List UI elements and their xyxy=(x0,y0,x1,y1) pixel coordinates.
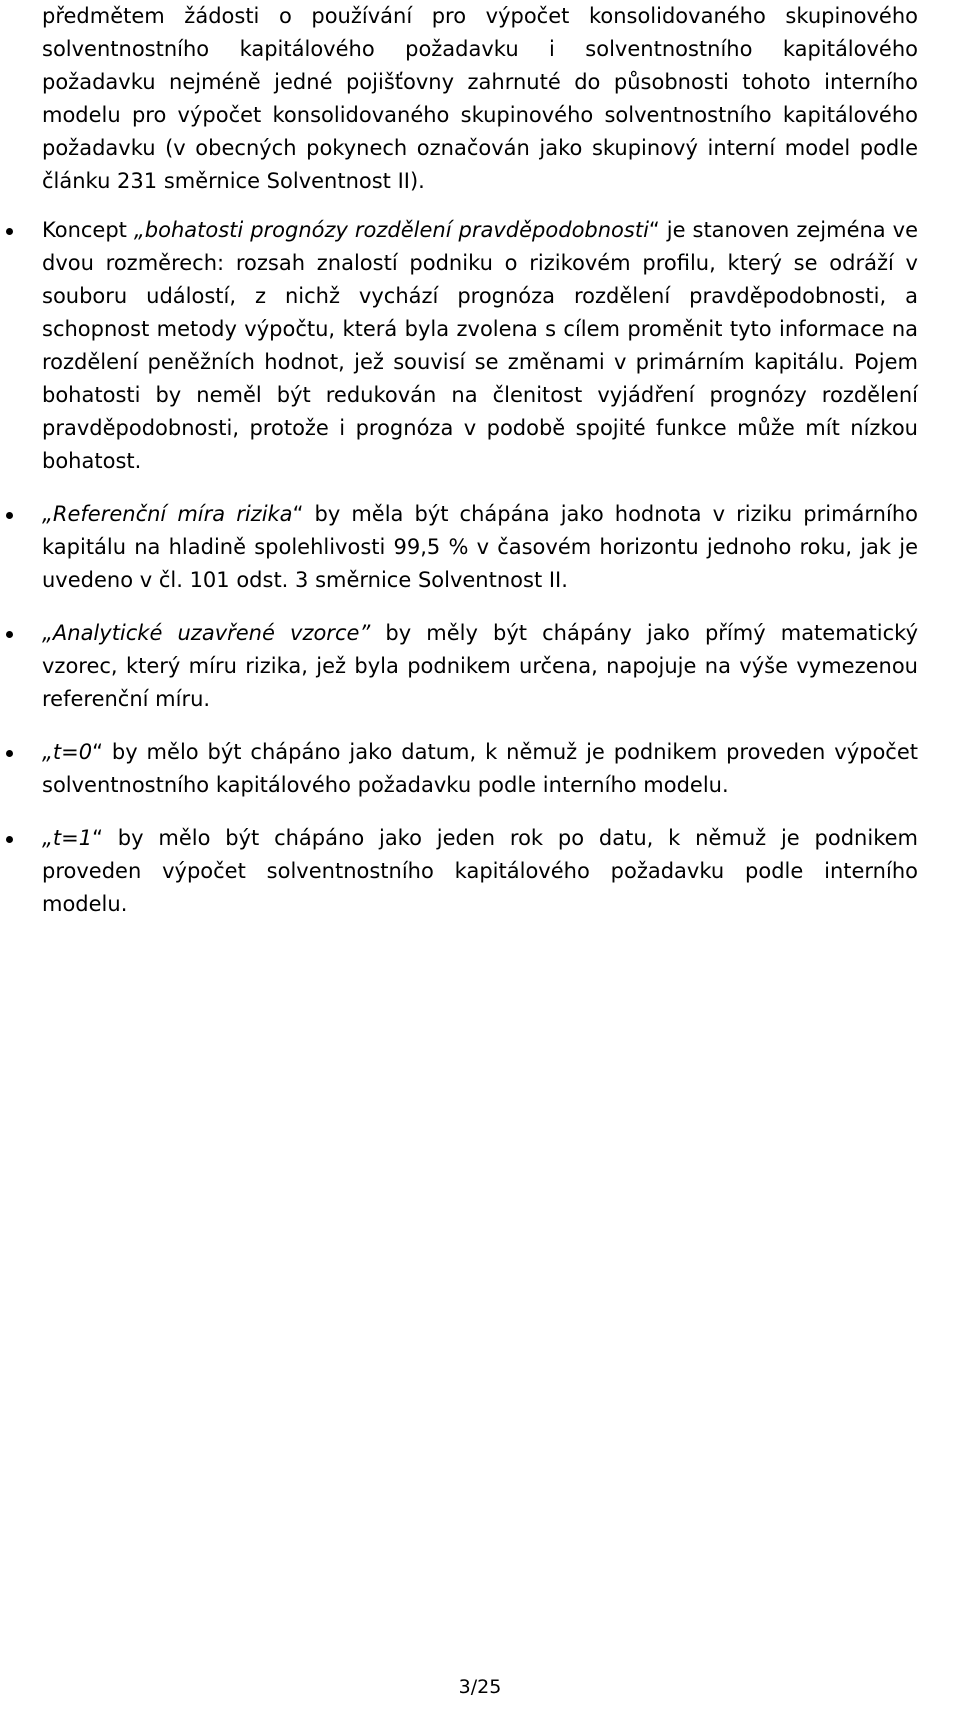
item-open-quote: „ xyxy=(42,740,53,764)
item-open-quote: „ xyxy=(42,502,53,526)
item-close-quote: “ xyxy=(92,740,103,764)
item-text: je stanoven zejména ve dvou rozměrech: rozsah znalostí podniku o rizikovém profilu, který se odráží v souboru událostí, z nichž vychází prognóza rozdělení pravděpodobnosti, a schopnost metody výpočtu, která byla zvolena s cílem proměnit tyto informace na rozdělení peněžních hodnot, jež souvisí se změnami v primárním kapitálu. Pojem bohatosti by neměl být redukován na členitost vyjádření prognózy rozdělení pravděpodobnosti, protože i prognóza v podobě spojité funkce může mít nízkou bohatost. xyxy=(42,218,918,473)
list-item xyxy=(42,822,918,921)
item-term: t=0 xyxy=(52,740,93,764)
page-number: 3/25 xyxy=(458,1676,502,1698)
item-text: by mělo být chápáno jako datum, k němuž je podnikem proveden výpočet solventnostního kapitálového požadavku podle interního modelu. xyxy=(42,740,918,797)
list-item xyxy=(42,736,918,802)
intro-paragraph: předmětem žádosti o používání pro výpočet konsolidovaného skupinového solventnostního kapitálového požadavku i solventnostního kapitálového požadavku nejméně jedné pojišťovny zahrnuté do působnosti tohoto interního modelu pro výpočet konsolidovaného skupinového solventnostního kapitálového požadavku (v obecných pokynech označován jako skupinový interní model podle článku 231 směrnice Solventnost II). xyxy=(42,4,918,193)
item-close-quote: “ xyxy=(292,502,304,526)
list-item xyxy=(42,214,918,478)
definition-list xyxy=(42,214,918,921)
item-text: by měly být chápány jako přímý matematický vzorec, který míru rizika, jež byla podnikem určena, napojuje na výše vymezenou referenční míru. xyxy=(42,621,918,711)
item-open-quote: „ xyxy=(133,218,145,242)
item-close-quote: “ xyxy=(648,218,660,242)
bullet-icon xyxy=(6,750,13,757)
item-lead: Koncept xyxy=(42,218,134,242)
item-term: Analytické uzavřené vzorce xyxy=(52,621,360,645)
list-item xyxy=(42,498,918,597)
item-close-quote: “ xyxy=(92,826,103,850)
bullet-icon xyxy=(6,836,13,843)
item-term: t=1 xyxy=(52,826,93,850)
document-page xyxy=(42,0,918,921)
bullet-icon xyxy=(6,512,13,519)
bullet-icon xyxy=(6,228,13,235)
bullet-icon xyxy=(6,631,13,638)
item-text: by mělo být chápáno jako jeden rok po datu, k němuž je podnikem proveden výpočet solventnostního kapitálového požadavku podle interního modelu. xyxy=(42,826,918,916)
item-open-quote: „ xyxy=(42,826,53,850)
list-item xyxy=(42,617,918,716)
item-term: Referenční míra rizika xyxy=(52,502,293,526)
item-text: by měla být chápána jako hodnota v riziku primárního kapitálu na hladině spolehlivosti 99,5 % v časovém horizontu jednoho roku, jak je uvedeno v čl. 101 odst. 3 směrnice Solventnost II. xyxy=(42,502,918,592)
item-close-quote: ” xyxy=(359,621,371,645)
item-term: bohatosti prognózy rozdělení pravděpodobnosti xyxy=(144,218,649,242)
item-open-quote: „ xyxy=(42,621,53,645)
